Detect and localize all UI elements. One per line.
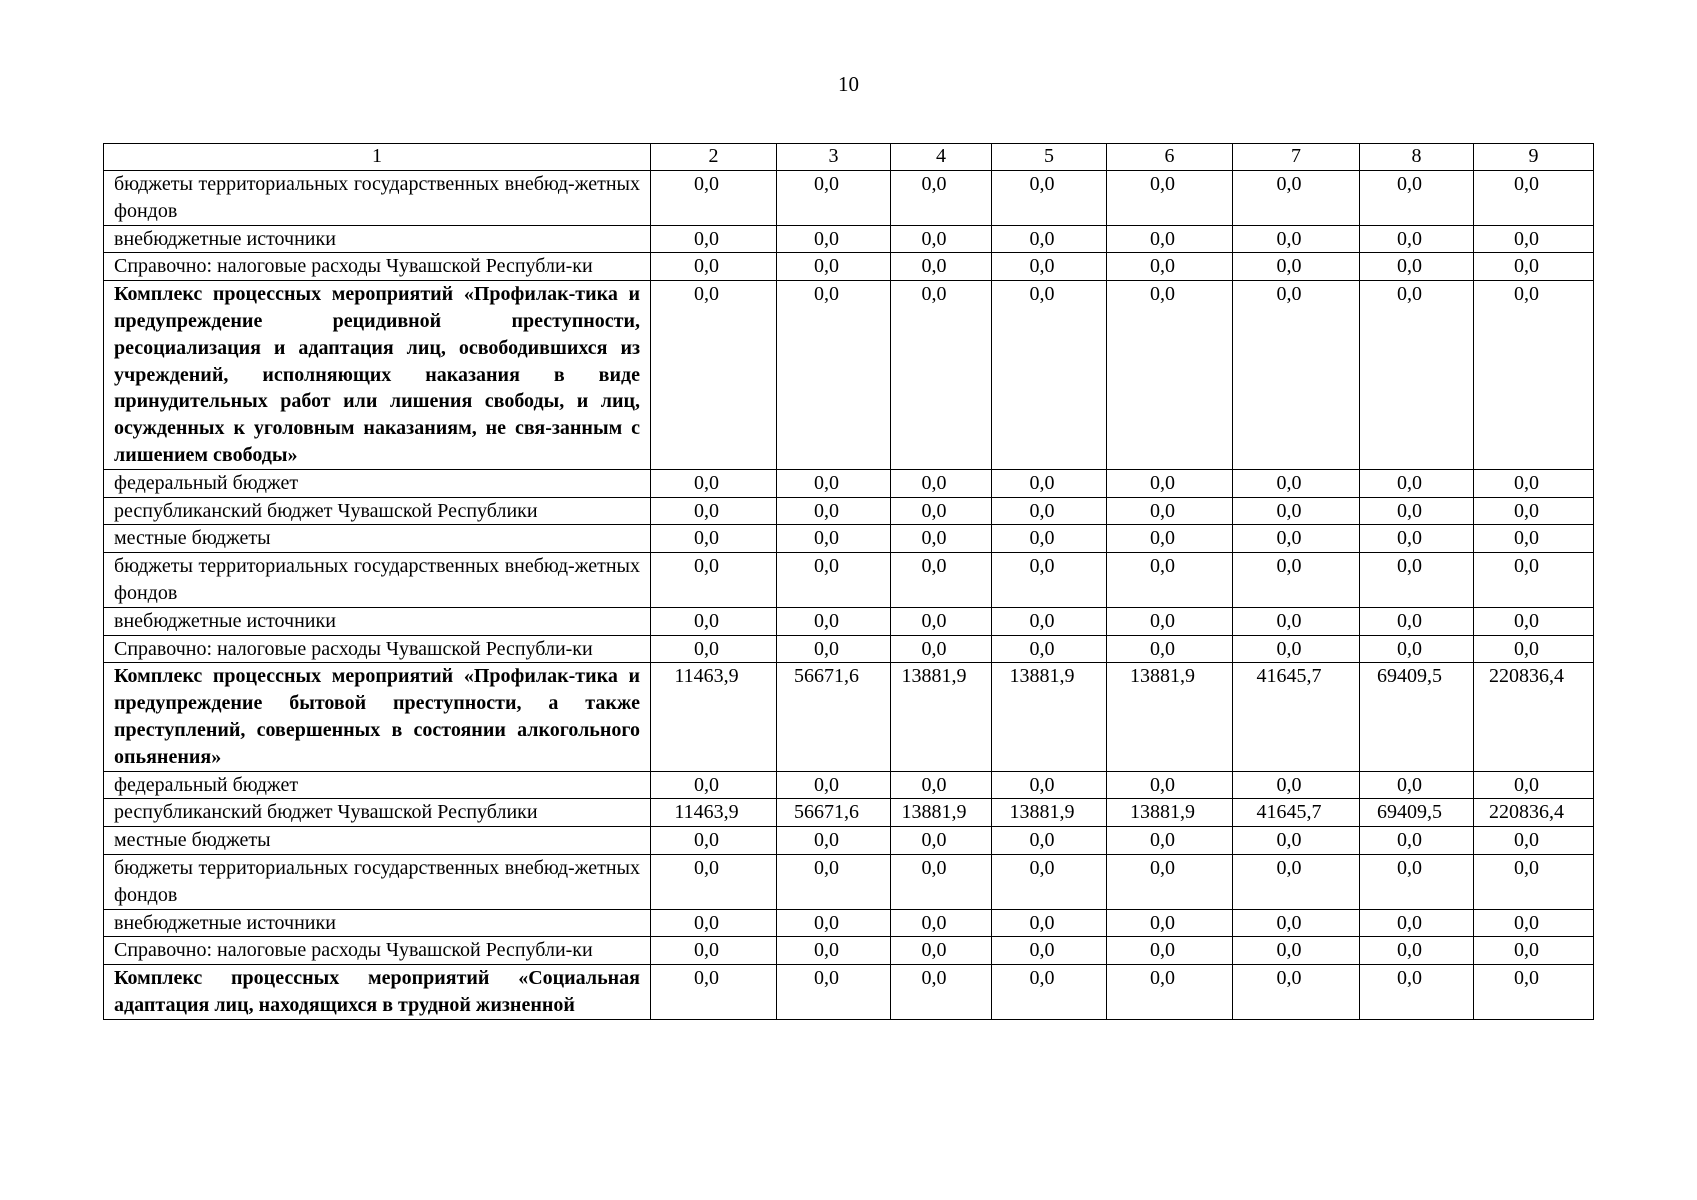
value-cell: 0,0	[1360, 635, 1474, 663]
value-cell: 0,0	[992, 771, 1107, 799]
value-cell: 0,0	[992, 469, 1107, 497]
value-cell: 0,0	[1233, 937, 1360, 965]
value-cell: 0,0	[1360, 937, 1474, 965]
value-cell: 0,0	[651, 771, 777, 799]
value-cell: 0,0	[891, 525, 992, 553]
value-cell: 0,0	[1360, 771, 1474, 799]
value-cell: 0,0	[1107, 607, 1233, 635]
value-cell: 0,0	[992, 553, 1107, 608]
value-cell: 11463,9	[651, 799, 777, 827]
value-cell: 0,0	[1474, 771, 1594, 799]
value-cell: 0,0	[1360, 965, 1474, 1020]
value-cell: 0,0	[777, 469, 891, 497]
value-cell: 0,0	[1233, 854, 1360, 909]
value-cell: 0,0	[1360, 525, 1474, 553]
table-row	[104, 281, 1594, 470]
value-cell: 0,0	[1233, 225, 1360, 253]
funding-source-label: бюджеты территориальных государственных внебюд-жетных фондов	[104, 171, 651, 226]
column-header: 4	[891, 144, 992, 171]
value-cell: 0,0	[992, 854, 1107, 909]
value-cell: 0,0	[1107, 635, 1233, 663]
value-cell: 0,0	[1107, 171, 1233, 226]
column-header: 1	[104, 144, 651, 171]
value-cell: 0,0	[777, 281, 891, 470]
value-cell: 0,0	[992, 281, 1107, 470]
value-cell: 0,0	[1107, 771, 1233, 799]
page-number: 10	[838, 72, 859, 96]
value-cell: 0,0	[1474, 635, 1594, 663]
table-row	[104, 469, 1594, 497]
funding-source-label: внебюджетные источники	[104, 909, 651, 937]
value-cell: 0,0	[777, 225, 891, 253]
column-header: 7	[1233, 144, 1360, 171]
value-cell: 220836,4	[1474, 663, 1594, 771]
value-cell: 220836,4	[1474, 799, 1594, 827]
table-row	[104, 253, 1594, 281]
value-cell: 0,0	[777, 854, 891, 909]
column-header: 5	[992, 144, 1107, 171]
value-cell: 0,0	[1107, 965, 1233, 1020]
value-cell: 0,0	[1360, 827, 1474, 855]
value-cell: 0,0	[777, 635, 891, 663]
value-cell: 0,0	[651, 937, 777, 965]
value-cell: 0,0	[1107, 525, 1233, 553]
value-cell: 0,0	[992, 225, 1107, 253]
value-cell: 0,0	[651, 225, 777, 253]
value-cell: 0,0	[1233, 497, 1360, 525]
value-cell: 0,0	[777, 171, 891, 226]
value-cell: 0,0	[651, 281, 777, 470]
value-cell: 0,0	[891, 607, 992, 635]
value-cell: 0,0	[891, 253, 992, 281]
value-cell: 0,0	[1360, 497, 1474, 525]
value-cell: 56671,6	[777, 799, 891, 827]
value-cell: 0,0	[651, 553, 777, 608]
value-cell: 0,0	[1107, 497, 1233, 525]
funding-source-label: Справочно: налоговые расходы Чувашской Республи-ки	[104, 937, 651, 965]
value-cell: 0,0	[1360, 469, 1474, 497]
value-cell: 0,0	[891, 937, 992, 965]
value-cell: 0,0	[1474, 469, 1594, 497]
funding-source-label: Справочно: налоговые расходы Чувашской Республи-ки	[104, 253, 651, 281]
value-cell: 0,0	[1107, 909, 1233, 937]
table-row	[104, 171, 1594, 226]
value-cell: 41645,7	[1233, 799, 1360, 827]
value-cell: 0,0	[1233, 469, 1360, 497]
value-cell: 0,0	[1233, 607, 1360, 635]
funding-source-label: бюджеты территориальных государственных внебюд-жетных фондов	[104, 553, 651, 608]
value-cell: 0,0	[891, 635, 992, 663]
value-cell: 0,0	[1360, 171, 1474, 226]
value-cell: 0,0	[1474, 171, 1594, 226]
value-cell: 0,0	[992, 607, 1107, 635]
value-cell: 0,0	[1360, 909, 1474, 937]
value-cell: 0,0	[1360, 607, 1474, 635]
table-row	[104, 771, 1594, 799]
value-cell: 0,0	[992, 497, 1107, 525]
table-row	[104, 799, 1594, 827]
value-cell: 0,0	[651, 497, 777, 525]
value-cell: 0,0	[992, 171, 1107, 226]
value-cell: 0,0	[651, 827, 777, 855]
value-cell: 0,0	[891, 553, 992, 608]
table-row	[104, 663, 1594, 771]
value-cell: 0,0	[891, 909, 992, 937]
value-cell: 0,0	[651, 909, 777, 937]
value-cell: 0,0	[891, 225, 992, 253]
value-cell: 41645,7	[1233, 663, 1360, 771]
value-cell: 0,0	[777, 253, 891, 281]
value-cell: 0,0	[1474, 253, 1594, 281]
value-cell: 0,0	[777, 525, 891, 553]
value-cell: 0,0	[891, 469, 992, 497]
value-cell: 0,0	[1233, 253, 1360, 281]
table-row	[104, 607, 1594, 635]
value-cell: 0,0	[1107, 937, 1233, 965]
value-cell: 11463,9	[651, 663, 777, 771]
column-header: 8	[1360, 144, 1474, 171]
value-cell: 0,0	[1233, 965, 1360, 1020]
value-cell: 0,0	[1474, 225, 1594, 253]
table-body	[104, 171, 1594, 1020]
value-cell: 0,0	[992, 937, 1107, 965]
value-cell: 0,0	[777, 607, 891, 635]
value-cell: 0,0	[992, 635, 1107, 663]
value-cell: 0,0	[651, 965, 777, 1020]
value-cell: 0,0	[1360, 553, 1474, 608]
value-cell: 13881,9	[891, 799, 992, 827]
value-cell: 0,0	[1107, 469, 1233, 497]
value-cell: 0,0	[651, 253, 777, 281]
table-row	[104, 497, 1594, 525]
value-cell: 0,0	[1474, 553, 1594, 608]
value-cell: 0,0	[1107, 827, 1233, 855]
value-cell: 0,0	[891, 827, 992, 855]
value-cell: 0,0	[1360, 253, 1474, 281]
value-cell: 0,0	[1474, 497, 1594, 525]
program-complex-label: Комплекс процессных мероприятий «Социальная адаптация лиц, находящихся в трудной жизненной	[104, 965, 651, 1020]
value-cell: 0,0	[1474, 525, 1594, 553]
value-cell: 0,0	[1233, 553, 1360, 608]
table-row	[104, 525, 1594, 553]
value-cell: 0,0	[1107, 225, 1233, 253]
value-cell: 0,0	[651, 854, 777, 909]
table-row	[104, 937, 1594, 965]
value-cell: 0,0	[1360, 281, 1474, 470]
funding-source-label: республиканский бюджет Чувашской Республики	[104, 497, 651, 525]
value-cell: 0,0	[777, 909, 891, 937]
funding-source-label: республиканский бюджет Чувашской Республики	[104, 799, 651, 827]
value-cell: 0,0	[1474, 909, 1594, 937]
value-cell: 0,0	[891, 965, 992, 1020]
value-cell: 0,0	[992, 253, 1107, 281]
header-row	[104, 144, 1594, 171]
value-cell: 0,0	[777, 827, 891, 855]
value-cell: 0,0	[1474, 281, 1594, 470]
value-cell: 13881,9	[891, 663, 992, 771]
value-cell: 0,0	[1474, 965, 1594, 1020]
value-cell: 0,0	[1233, 827, 1360, 855]
value-cell: 0,0	[1233, 281, 1360, 470]
value-cell: 0,0	[1360, 225, 1474, 253]
value-cell: 0,0	[1233, 171, 1360, 226]
value-cell: 0,0	[1233, 525, 1360, 553]
value-cell: 69409,5	[1360, 799, 1474, 827]
value-cell: 0,0	[777, 965, 891, 1020]
funding-source-label: Справочно: налоговые расходы Чувашской Республи-ки	[104, 635, 651, 663]
column-header: 9	[1474, 144, 1594, 171]
funding-source-label: местные бюджеты	[104, 525, 651, 553]
value-cell: 0,0	[777, 937, 891, 965]
value-cell: 0,0	[1360, 854, 1474, 909]
value-cell: 56671,6	[777, 663, 891, 771]
table-row	[104, 635, 1594, 663]
value-cell: 13881,9	[1107, 663, 1233, 771]
value-cell: 0,0	[992, 827, 1107, 855]
value-cell: 0,0	[1107, 253, 1233, 281]
value-cell: 0,0	[651, 607, 777, 635]
value-cell: 0,0	[1233, 771, 1360, 799]
value-cell: 0,0	[777, 771, 891, 799]
value-cell: 0,0	[777, 497, 891, 525]
table-row	[104, 225, 1594, 253]
value-cell: 0,0	[1107, 854, 1233, 909]
funding-source-label: федеральный бюджет	[104, 771, 651, 799]
funding-source-label: местные бюджеты	[104, 827, 651, 855]
value-cell: 0,0	[891, 171, 992, 226]
value-cell: 0,0	[651, 469, 777, 497]
value-cell: 0,0	[1233, 635, 1360, 663]
value-cell: 0,0	[1474, 854, 1594, 909]
value-cell: 0,0	[1233, 909, 1360, 937]
table-row	[104, 827, 1594, 855]
column-header: 2	[651, 144, 777, 171]
value-cell: 0,0	[1474, 937, 1594, 965]
value-cell: 0,0	[992, 965, 1107, 1020]
value-cell: 0,0	[651, 171, 777, 226]
funding-source-label: бюджеты территориальных государственных внебюд-жетных фондов	[104, 854, 651, 909]
value-cell: 0,0	[891, 281, 992, 470]
value-cell: 0,0	[651, 635, 777, 663]
value-cell: 0,0	[1107, 281, 1233, 470]
value-cell: 0,0	[891, 854, 992, 909]
value-cell: 0,0	[891, 497, 992, 525]
table-row	[104, 965, 1594, 1020]
value-cell: 0,0	[992, 909, 1107, 937]
column-header: 3	[777, 144, 891, 171]
value-cell: 13881,9	[992, 799, 1107, 827]
funding-source-label: федеральный бюджет	[104, 469, 651, 497]
funding-source-label: внебюджетные источники	[104, 225, 651, 253]
table-row	[104, 553, 1594, 608]
value-cell: 13881,9	[1107, 799, 1233, 827]
program-complex-label: Комплекс процессных мероприятий «Профилак-тика и предупреждение рецидивной преступности, ресоциализация и адаптация лиц, освободившихся из учреждений, исполняющих наказания в виде принудительных работ или лишения свободы, и лиц, осужденных к уголовным наказаниям, не свя-занным с лишением свободы»	[104, 281, 651, 470]
value-cell: 0,0	[1107, 553, 1233, 608]
value-cell: 0,0	[992, 525, 1107, 553]
value-cell: 13881,9	[992, 663, 1107, 771]
table-row	[104, 854, 1594, 909]
value-cell: 0,0	[891, 771, 992, 799]
program-complex-label: Комплекс процессных мероприятий «Профилак-тика и предупреждение бытовой преступности, а также преступлений, совершенных в состоянии алкогольного опьянения»	[104, 663, 651, 771]
value-cell: 0,0	[1474, 607, 1594, 635]
value-cell: 0,0	[777, 553, 891, 608]
value-cell: 0,0	[651, 525, 777, 553]
table-row	[104, 909, 1594, 937]
funding-source-label: внебюджетные источники	[104, 607, 651, 635]
value-cell: 0,0	[1474, 827, 1594, 855]
column-header: 6	[1107, 144, 1233, 171]
funding-table	[103, 143, 1594, 1020]
value-cell: 69409,5	[1360, 663, 1474, 771]
